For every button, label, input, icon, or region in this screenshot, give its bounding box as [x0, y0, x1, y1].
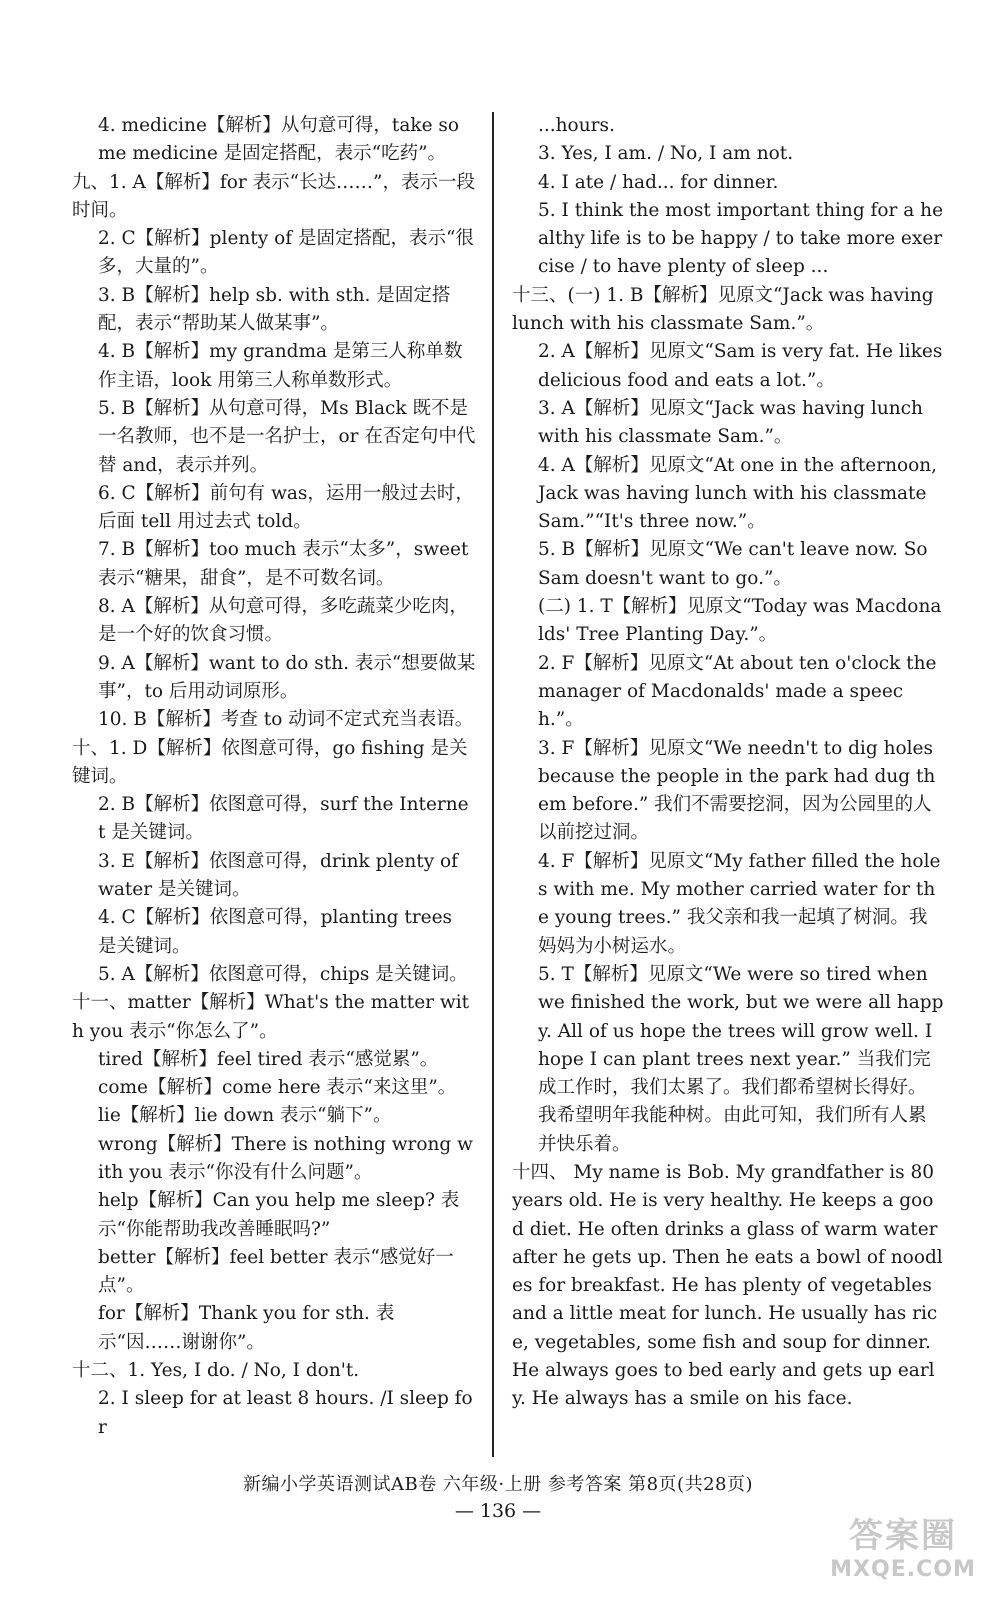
answer-entry: (二) 1. T【解析】见原文“Today was Macdonalds' Tree Planting Day.”。 [538, 596, 942, 646]
answer-entry: 2. I sleep for at least 8 hours. /I sleep for [98, 1388, 473, 1438]
answer-entry: better【解析】feel better 表示“感觉好一点”。 [98, 1246, 454, 1297]
answer-entry: 4. F【解析】见原文“My father filled the holes with me. My mother carried water for the young trees.” 我父亲和我一起填了树洞。我妈妈为小树运水。 [538, 850, 941, 957]
answer-entry: 3. F【解析】见原文“We needn't to dig holes because the people in the park had dug them before.” 我们不需要挖洞，因为公园里的人以前挖过洞。 [538, 737, 936, 844]
answer-entry: 4. C【解析】依图意可得，planting trees 是关键词。 [98, 907, 453, 957]
answer-entry: 4. I ate / had... for dinner. [538, 171, 779, 193]
answer-entry: 2. B【解析】依图意可得，surf the Internet 是关键词。 [98, 794, 469, 844]
answer-entry: 9. A【解析】want to do sth. 表示“想要做某事”，to 后用动词原形。 [98, 652, 476, 702]
answer-entry: come【解析】come here 表示“来这里”。 [98, 1077, 457, 1099]
watermark-logo: 答案圈 [849, 1516, 957, 1556]
answer-entry: 7. B【解析】too much 表示“太多”，sweet 表示“糖果，甜食”，是不可数名词。 [98, 539, 469, 589]
answer-entry: 10. B【解析】考查 to 动词不定式充当表语。 [98, 709, 474, 731]
answer-entry: lie【解析】lie down 表示“躺下”。 [98, 1105, 392, 1127]
answer-entry: 十三、(一) 1. B【解析】见原文“Jack was having lunch with his classmate Sam.”。 [512, 284, 934, 335]
answer-entry: 3. A【解析】见原文“Jack was having lunch with his classmate Sam.”。 [538, 397, 923, 448]
answer-entry: for【解析】Thank you for sth. 表示“因……谢谢你”。 [98, 1303, 395, 1353]
answer-entry: 4. medicine【解析】从句意可得，take some medicine 是固定搭配，表示“吃药”。 [98, 115, 460, 165]
answer-entry: 3. B【解析】help sb. with sth. 是固定搭配，表示“帮助某人做某事”。 [98, 284, 451, 335]
answer-entry: ...hours. [538, 115, 615, 136]
answer-entry: 5. A【解析】依图意可得，chips 是关键词。 [98, 963, 468, 985]
answer-entry: help【解析】Can you help me sleep? 表示“你能帮助我改善睡眠吗?” [98, 1190, 460, 1240]
composition-entry: 十四、 My name is Bob. My grandfather is 80 years old. He is very healthy. He keeps a good diet. He often drinks a glass of warm water after he gets up. Then he eats a bowl of noodles for breakfast. He has plenty of vegetables and a little meat for lunch. He usually has rice, vegetables, some fish and soup for dinner. He always goes to bed early and gets up early. He always has a smile on his face. [512, 1161, 943, 1410]
watermark-site: MXQE.COM [830, 1557, 976, 1582]
answer-entry: 十一、matter【解析】What's the matter with you 表示“你怎么了”。 [72, 992, 470, 1042]
answer-entry: 3. Yes, I am. / No, I am not. [538, 143, 794, 165]
page-number: — 136 — [454, 1500, 542, 1522]
watermark [828, 1508, 978, 1590]
answer-entry: 5. T【解析】见原文“We were so tired when we finished the work, but we were all happy. All of us hope the trees will grow well. I hope I can plant trees next year.” 当我们完成工作时，我们太累了。我们都希望树长得好。我希望明年我能种树。由此可知，我们所有人累并快乐着。 [538, 963, 944, 1155]
answer-entry: wrong【解析】There is nothing wrong with you 表示“你没有什么问题”。 [98, 1133, 473, 1183]
answer-entry: tired【解析】feel tired 表示“感觉累”。 [98, 1048, 439, 1070]
answer-column-left [72, 112, 476, 1442]
answer-entry: 九、1. A【解析】for 表示“长达……”，表示一段时间。 [72, 171, 476, 221]
answer-entry: 2. C【解析】plenty of 是固定搭配，表示“很多，大量的”。 [98, 228, 474, 278]
answer-entry: 6. C【解析】前句有 was，运用一般过去时，后面 tell 用过去式 told。 [98, 482, 474, 533]
answer-entry: 8. A【解析】从句意可得，多吃蔬菜少吃肉，是一个好的饮食习惯。 [98, 596, 468, 646]
answer-entry: 5. B【解析】从句意可得，Ms Black 既不是一名教师，也不是一名护士，or 在否定句中代替 and，表示并列。 [98, 397, 476, 476]
answer-entry: 4. B【解析】my grandma 是第三人称单数作主语，look 用第三人称单数形式。 [98, 341, 463, 391]
answer-entry: 5. I think the most important thing for a healthy life is to be happy / to take more exercise / to have plenty of sleep ... [538, 199, 944, 278]
column-divider [492, 112, 494, 1457]
answer-entry: 5. B【解析】见原文“We can't leave now. So Sam doesn't want to go.”。 [538, 539, 928, 589]
answer-entry: 2. A【解析】见原文“Sam is very fat. He likes delicious food and eats a lot.”。 [538, 341, 943, 391]
answer-entry: 十、1. D【解析】依图意可得，go fishing 是关键词。 [72, 737, 468, 787]
answer-entry: 4. A【解析】见原文“At one in the afternoon, Jack was having lunch with his classmate Sam.”“It's three now.”。 [538, 454, 938, 533]
answer-entry: 十二、1. Yes, I do. / No, I don't. [72, 1360, 360, 1382]
answer-column-right [512, 112, 944, 1414]
answer-entry: 2. F【解析】见原文“At about ten o'clock the manager of Macdonalds' made a speech.”。 [538, 652, 937, 731]
answer-entry: 3. E【解析】依图意可得，drink plenty of water 是关键词。 [98, 850, 459, 901]
footer-title: 新编小学英语测试AB卷 六年级·上册 参考答案 第8页(共28页) [242, 1474, 753, 1495]
